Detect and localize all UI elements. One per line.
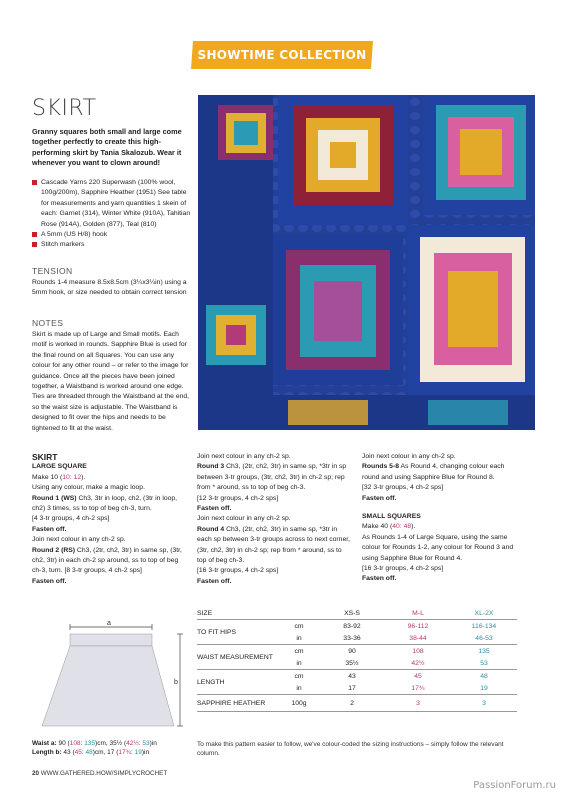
- materials-list: [32, 178, 192, 251]
- label-b: b: [174, 679, 178, 686]
- round-1: [32, 494, 188, 515]
- caption-val: 42½: [126, 740, 139, 747]
- round-label: Round 1 (WS): [32, 494, 77, 502]
- caption-val: 53: [142, 740, 150, 747]
- caption-val: )cm, 35½ (: [95, 740, 127, 747]
- table-note: To make this pattern easier to follow, we've colour-coded the sizing instructions – simply follow the relevant column.: [197, 741, 504, 757]
- caption-val: )cm, 17 (: [92, 749, 119, 756]
- row-label: WAIST MEASUREMENT: [197, 653, 273, 661]
- table-row: [197, 620, 517, 633]
- round-label: Rounds 5-8: [362, 463, 400, 471]
- fasten-off: Fasten off.: [197, 505, 232, 513]
- round-4: [197, 525, 353, 567]
- list-item: [32, 178, 192, 230]
- table-header: XL-2X: [474, 609, 494, 617]
- schematic-caption: [32, 739, 192, 757]
- round-text: Ch3, 3tr in loop, ch2, (3tr in loop, ch2) 3 times, ss to top of beg ch-3, turn.: [32, 494, 178, 513]
- round-label: Round 2 (RS): [32, 546, 76, 554]
- table-cell: 33-36: [343, 634, 361, 642]
- list-item: [32, 240, 192, 250]
- footer-url: WWW.GATHERED.HOW/SIMPLYCROCHET: [39, 770, 168, 777]
- stitch-count: [16 3-tr groups, 4 ch-2 sps]: [362, 565, 444, 573]
- round-3: [197, 462, 353, 493]
- caption-val: :: [131, 749, 135, 756]
- notes-heading: NOTES: [32, 318, 64, 328]
- banner-text: SHOWTIME COLLECTION: [197, 48, 367, 62]
- round-text: Ch3, (2tr, ch2, 3tr) in same sp, (3tr, ch2, 3tr) in each ch-2 sp around, ss to top of beg ch-3, turn. [8 3-tr groups, 4 ch-2 sps]: [32, 546, 182, 575]
- table-cell: 42½: [411, 659, 425, 667]
- table-header: SIZE: [197, 609, 213, 617]
- stitch-count: [16 3-tr groups, 4 ch-2 sps]: [197, 567, 279, 575]
- column-1: [32, 452, 188, 587]
- fasten-off: Fasten off.: [32, 525, 67, 533]
- fasten-off: Fasten off.: [362, 494, 397, 502]
- page-title: SKIRT: [32, 96, 97, 121]
- section-banner: [191, 41, 373, 69]
- instruction-line: Join next colour in any ch-2 sp.: [197, 515, 291, 523]
- table-cell: 38-44: [409, 634, 427, 642]
- table-cell: 35½: [345, 659, 359, 667]
- table-header: [279, 607, 319, 620]
- unit-cell: cm: [294, 622, 304, 630]
- table-header: M-L: [412, 609, 424, 617]
- table-cell: 83-92: [343, 622, 361, 630]
- table-cell: 108: [412, 647, 424, 655]
- tension-heading: TENSION: [32, 266, 73, 276]
- table-row: [197, 695, 517, 712]
- make-end: ).: [411, 523, 416, 531]
- table-cell: 116-134: [471, 622, 497, 630]
- tension-text: Rounds 1-4 measure 8.5x8.5cm (3¼x3¼in) using a 5mm hook, or size needed to obtain correct tension: [32, 279, 187, 297]
- caption-val: 43 (: [61, 749, 75, 756]
- waist-caption: [32, 739, 192, 748]
- material-hook: A 5mm (US H/8) hook: [41, 231, 108, 239]
- caption-val: 90 (: [56, 740, 70, 747]
- make-variants: 10: 12: [62, 473, 82, 481]
- skirt-photo: [198, 95, 535, 430]
- instruction-line: Join next colour in any ch-2 sp.: [197, 453, 291, 460]
- stitch-count: [4 3-tr groups, 4 ch-2 sps]: [32, 515, 110, 523]
- table-cell: 2: [350, 699, 354, 707]
- fasten-off: Fasten off.: [32, 577, 67, 585]
- round-label: Round 3: [197, 463, 225, 471]
- caption-val: 48: [85, 749, 93, 756]
- skirt-heading: SKIRT: [32, 452, 58, 462]
- stitch-count: [12 3-tr groups, 4 ch-2 sps]: [197, 494, 279, 502]
- skirt-schematic: [32, 618, 187, 736]
- small-squares-heading: SMALL SQUARES: [362, 513, 421, 521]
- instruction-line: As Rounds 1-4 of Large Square, using the same colour for Rounds 1-2, any colour for Round 3 and using Sapphire Blue for Round 4.: [362, 533, 514, 562]
- table-cell: 17: [348, 684, 356, 692]
- table-row: [197, 645, 517, 658]
- instruction-line: Join next colour in any ch-2 sp.: [362, 453, 456, 460]
- caption-val: 17¾: [118, 749, 132, 756]
- round-text: As Round 4, changing colour each round and using Sapphire Blue for Round 8.: [362, 463, 505, 481]
- caption-val: :: [81, 749, 86, 756]
- stitch-count: [32 3-tr groups, 4 ch-2 sps]: [362, 484, 444, 492]
- make-line: [32, 473, 188, 483]
- page-footer: [32, 770, 167, 777]
- watermark: PassionForum.ru: [473, 780, 556, 791]
- table-cell: 43: [348, 672, 356, 680]
- table-cell: 3: [416, 699, 420, 707]
- unit-cell: cm: [294, 672, 304, 680]
- instruction-line: Using any colour, make a magic loop.: [32, 484, 145, 492]
- caption-val: :: [138, 740, 143, 747]
- unit-cell: in: [296, 634, 302, 642]
- table-cell: 45: [414, 672, 422, 680]
- row-label: SAPPHIRE HEATHER: [197, 699, 266, 707]
- list-item: [32, 230, 192, 240]
- table-cell: 3: [482, 699, 486, 707]
- make-text: Make 10 (: [32, 473, 63, 481]
- row-label: TO FIT HIPS: [197, 628, 237, 636]
- table-row: [197, 670, 517, 683]
- unit-cell: 100g: [291, 699, 307, 707]
- caption-val: 108: [69, 740, 81, 747]
- caption-label: Waist a:: [32, 740, 57, 747]
- schematic-svg: [32, 618, 187, 736]
- granny-square-pattern: [198, 95, 535, 430]
- intro-text: Granny squares both small and large come together perfectly to create this high-performing skirt by Tania Skalozub. Wear it whenever you want to clown around!: [32, 127, 182, 168]
- round-2: [32, 546, 188, 577]
- rounds-5-8: [362, 462, 518, 483]
- fasten-off: Fasten off.: [362, 575, 397, 583]
- notes-text: Skirt is made up of Large and Small motifs. Each motif is worked in rounds. Sapphire Blue is used for the final round on all Squares. You can use any colour for any other round – or refer to the image for guidance. Once all the pieces have been joined together, a Waistband is worked around one edge. Ties are threaded through the Waistband at the end, so the waist size is adjustable. The Waistband is designed to fit over the hips and needs to be tightened to fit at the waist.: [32, 331, 190, 432]
- table-cell: 19: [480, 684, 488, 692]
- material-yarn: Cascade Yarns 220 Superwash (100% wool, 100g/200m), Sapphire Heather (1951) See table for measurements and yarn quantities 1 skein of each: Garnet (314), Winter White (910A), Tahitian Rose (914A), Golden (877), Teal (810): [41, 179, 191, 228]
- caption-val: 135: [84, 740, 96, 747]
- table-header-row: [197, 607, 517, 620]
- round-text: Ch3, (2tr, ch2, 3tr) in same sp, *3tr in each sp between 3-tr groups across to next corner, (3tr, ch2, 3tr) in ch-2 sp; rep from * around, ss to top of beg ch-3.: [197, 525, 351, 565]
- round-label: Round 4: [197, 525, 225, 533]
- make-line: [362, 522, 518, 532]
- label-a: a: [107, 620, 111, 627]
- instruction-line: Join next colour in any ch-2 sp.: [32, 536, 126, 544]
- caption-val: 19: [134, 749, 142, 756]
- caption-val: )in: [141, 749, 150, 756]
- caption-label: Length b:: [32, 749, 62, 756]
- bullet-icon: [32, 242, 37, 247]
- table-header: XS-S: [344, 609, 360, 617]
- make-text: Make 40 (: [362, 523, 393, 531]
- caption-val: 45: [74, 749, 82, 756]
- unit-cell: in: [296, 684, 302, 692]
- make-end: ).: [81, 473, 86, 481]
- row-label: LENGTH: [197, 678, 225, 686]
- caption-val: :: [80, 740, 85, 747]
- large-square-heading: LARGE SQUARE: [32, 463, 87, 471]
- table-cell: 48: [480, 672, 488, 680]
- caption-val: )in: [149, 740, 157, 747]
- spacer: [362, 504, 518, 512]
- page-number: 20: [32, 770, 40, 777]
- table-cell: 53: [480, 659, 488, 667]
- table-cell: 135: [478, 647, 490, 655]
- column-3: [362, 452, 518, 585]
- table-cell: 17¾: [411, 684, 425, 692]
- bullet-icon: [32, 232, 37, 237]
- round-text: Ch3, (2tr, ch2, 3tr) in same sp, *3tr in sp between 3-tr groups, (3tr, ch2, 3tr) in ch-2 sp; rep from * around, ss to top of beg ch-3.: [197, 463, 347, 492]
- material-markers: Stitch markers: [41, 241, 85, 249]
- unit-cell: cm: [294, 647, 304, 655]
- length-caption: [32, 748, 192, 757]
- table-cell: 96-112: [407, 622, 429, 630]
- fasten-off: Fasten off.: [197, 577, 232, 585]
- table-cell: 46-53: [475, 634, 493, 642]
- table-cell: 90: [348, 647, 356, 655]
- bullet-icon: [32, 180, 37, 185]
- make-variants: 40: 48: [392, 523, 412, 531]
- size-table: [197, 607, 517, 712]
- unit-cell: in: [296, 659, 302, 667]
- column-2: [197, 452, 353, 587]
